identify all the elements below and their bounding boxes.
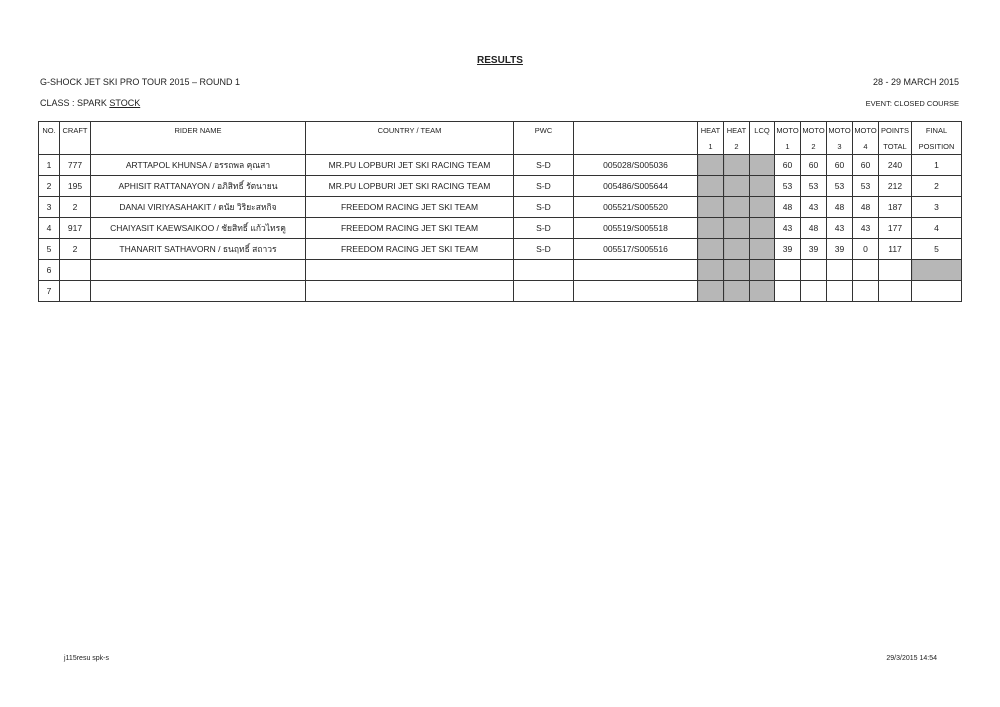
cell-heat1 xyxy=(698,155,724,176)
cell-total: 117 xyxy=(879,239,912,260)
cell-position xyxy=(912,281,962,302)
cell-moto1: 43 xyxy=(775,218,801,239)
cell-position: 1 xyxy=(912,155,962,176)
header-pwc-sub xyxy=(514,138,574,155)
header-points-total: TOTAL xyxy=(879,138,912,155)
cell-heat2 xyxy=(724,281,750,302)
cell-position: 2 xyxy=(912,176,962,197)
page-title: RESULTS xyxy=(477,55,523,66)
cell-moto1 xyxy=(775,260,801,281)
header-pwc: PWC xyxy=(514,122,574,139)
footer-timestamp: 29/3/2015 14:54 xyxy=(886,655,937,662)
cell-heat1 xyxy=(698,176,724,197)
cell-position: 5 xyxy=(912,239,962,260)
cell-serial: 005486/S005644 xyxy=(574,176,698,197)
header-moto3-num: 3 xyxy=(827,138,853,155)
cell-heat2 xyxy=(724,260,750,281)
cell-no: 4 xyxy=(39,218,60,239)
cell-rider xyxy=(91,260,306,281)
table-row xyxy=(39,218,962,239)
cell-moto4 xyxy=(853,281,879,302)
table-row xyxy=(39,239,962,260)
header-lcq: LCQ xyxy=(750,122,775,139)
cell-moto3 xyxy=(827,260,853,281)
cell-no: 3 xyxy=(39,197,60,218)
cell-rider: APHISIT RATTANAYON / อภิสิทธิ์ รัตนายน xyxy=(91,176,306,197)
cell-moto4: 60 xyxy=(853,155,879,176)
cell-rider: THANARIT SATHAVORN / ธนฤทธิ์ สถาวร xyxy=(91,239,306,260)
cell-heat1 xyxy=(698,239,724,260)
cell-team: FREEDOM RACING JET SKI TEAM xyxy=(306,218,514,239)
cell-total: 212 xyxy=(879,176,912,197)
header-serial xyxy=(574,122,698,139)
header-moto2-num: 2 xyxy=(801,138,827,155)
header-moto1: MOTO xyxy=(775,122,801,139)
table-row xyxy=(39,155,962,176)
event-name: G-SHOCK JET SKI PRO TOUR 2015 – ROUND 1 xyxy=(40,77,241,87)
cell-lcq xyxy=(750,260,775,281)
cell-no: 2 xyxy=(39,176,60,197)
cell-moto1: 60 xyxy=(775,155,801,176)
header-final-position: POSITION xyxy=(912,138,962,155)
cell-moto2: 43 xyxy=(801,197,827,218)
event-date: 28 - 29 MARCH 2015 xyxy=(872,77,959,87)
cell-serial: 005517/S005516 xyxy=(574,239,698,260)
cell-rider: CHAIYASIT KAEWSAIKOO / ชัยสิทธิ์ แก้วไทรคู xyxy=(91,218,306,239)
cell-moto3 xyxy=(827,281,853,302)
cell-moto2 xyxy=(801,281,827,302)
cell-lcq xyxy=(750,281,775,302)
table-row xyxy=(39,197,962,218)
cell-moto1: 48 xyxy=(775,197,801,218)
class-name: STOCK xyxy=(109,98,141,108)
cell-no: 6 xyxy=(39,260,60,281)
cell-serial: 005028/S005036 xyxy=(574,155,698,176)
cell-rider: ARTTAPOL KHUNSA / อรรถพล คุณสา xyxy=(91,155,306,176)
header-no: NO. xyxy=(39,122,60,139)
cell-pwc xyxy=(514,260,574,281)
cell-no: 5 xyxy=(39,239,60,260)
header-lcq-sub xyxy=(750,138,775,155)
cell-heat2 xyxy=(724,197,750,218)
footer-file-code: j115resu spk-s xyxy=(64,655,110,662)
cell-pwc: S-D xyxy=(514,197,574,218)
table-row xyxy=(39,260,962,281)
cell-moto4: 53 xyxy=(853,176,879,197)
cell-serial: 005519/S005518 xyxy=(574,218,698,239)
cell-heat1 xyxy=(698,218,724,239)
cell-moto2 xyxy=(801,260,827,281)
cell-moto4: 43 xyxy=(853,218,879,239)
cell-moto2: 53 xyxy=(801,176,827,197)
cell-total: 240 xyxy=(879,155,912,176)
cell-moto1: 39 xyxy=(775,239,801,260)
cell-heat2 xyxy=(724,239,750,260)
header-moto2: MOTO xyxy=(801,122,827,139)
cell-position: 3 xyxy=(912,197,962,218)
cell-moto3: 53 xyxy=(827,176,853,197)
cell-total xyxy=(879,260,912,281)
cell-rider: DANAI VIRIYASAHAKIT / ดนัย วิริยะสหกิจ xyxy=(91,197,306,218)
header-heat1: HEAT xyxy=(698,122,724,139)
cell-pwc: S-D xyxy=(514,155,574,176)
cell-heat1 xyxy=(698,281,724,302)
class-line xyxy=(40,98,140,108)
cell-craft xyxy=(60,281,91,302)
cell-moto2: 39 xyxy=(801,239,827,260)
cell-lcq xyxy=(750,176,775,197)
cell-total xyxy=(879,281,912,302)
header-moto4: MOTO xyxy=(853,122,879,139)
cell-moto2: 48 xyxy=(801,218,827,239)
cell-heat2 xyxy=(724,155,750,176)
cell-moto4: 0 xyxy=(853,239,879,260)
header-heat1-num: 1 xyxy=(698,138,724,155)
cell-moto3: 39 xyxy=(827,239,853,260)
cell-team: MR.PU LOPBURI JET SKI RACING TEAM xyxy=(306,155,514,176)
cell-heat2 xyxy=(724,176,750,197)
header-team-sub xyxy=(306,138,514,155)
cell-lcq xyxy=(750,239,775,260)
event-type: EVENT: CLOSED COURSE xyxy=(865,99,959,108)
header-rider: RIDER NAME xyxy=(91,122,306,139)
cell-craft: 777 xyxy=(60,155,91,176)
cell-moto4: 48 xyxy=(853,197,879,218)
header-points: POINTS xyxy=(879,122,912,139)
cell-moto2: 60 xyxy=(801,155,827,176)
cell-position: 4 xyxy=(912,218,962,239)
cell-pwc xyxy=(514,281,574,302)
cell-lcq xyxy=(750,218,775,239)
header-no-sub xyxy=(39,138,60,155)
cell-moto3: 60 xyxy=(827,155,853,176)
header-rider-sub xyxy=(91,138,306,155)
class-prefix: CLASS : SPARK xyxy=(40,98,110,108)
cell-team xyxy=(306,281,514,302)
header-heat2-num: 2 xyxy=(724,138,750,155)
cell-total: 187 xyxy=(879,197,912,218)
cell-craft: 2 xyxy=(60,239,91,260)
cell-moto3: 43 xyxy=(827,218,853,239)
header-moto4-num: 4 xyxy=(853,138,879,155)
cell-total: 177 xyxy=(879,218,912,239)
cell-heat1 xyxy=(698,197,724,218)
cell-craft: 917 xyxy=(60,218,91,239)
cell-no: 1 xyxy=(39,155,60,176)
cell-position xyxy=(912,260,962,281)
header-row-bottom xyxy=(39,138,962,155)
cell-craft xyxy=(60,260,91,281)
header-craft: CRAFT xyxy=(60,122,91,139)
cell-team: FREEDOM RACING JET SKI TEAM xyxy=(306,239,514,260)
cell-heat1 xyxy=(698,260,724,281)
cell-team: FREEDOM RACING JET SKI TEAM xyxy=(306,197,514,218)
cell-pwc: S-D xyxy=(514,176,574,197)
cell-moto4 xyxy=(853,260,879,281)
header-craft-sub xyxy=(60,138,91,155)
header-heat2: HEAT xyxy=(724,122,750,139)
header-final: FINAL xyxy=(912,122,962,139)
results-table xyxy=(38,121,962,302)
cell-team xyxy=(306,260,514,281)
cell-pwc: S-D xyxy=(514,239,574,260)
cell-serial xyxy=(574,281,698,302)
cell-no: 7 xyxy=(39,281,60,302)
cell-pwc: S-D xyxy=(514,218,574,239)
cell-moto1 xyxy=(775,281,801,302)
cell-rider xyxy=(91,281,306,302)
cell-team: MR.PU LOPBURI JET SKI RACING TEAM xyxy=(306,176,514,197)
cell-serial: 005521/S005520 xyxy=(574,197,698,218)
header-serial-sub xyxy=(574,138,698,155)
cell-moto3: 48 xyxy=(827,197,853,218)
cell-serial xyxy=(574,260,698,281)
table-row xyxy=(39,281,962,302)
cell-lcq xyxy=(750,155,775,176)
cell-moto1: 53 xyxy=(775,176,801,197)
table-row xyxy=(39,176,962,197)
header-row-top xyxy=(39,122,962,139)
cell-craft: 2 xyxy=(60,197,91,218)
cell-craft: 195 xyxy=(60,176,91,197)
header-team: COUNTRY / TEAM xyxy=(306,122,514,139)
cell-heat2 xyxy=(724,218,750,239)
header-moto1-num: 1 xyxy=(775,138,801,155)
cell-lcq xyxy=(750,197,775,218)
header-moto3: MOTO xyxy=(827,122,853,139)
